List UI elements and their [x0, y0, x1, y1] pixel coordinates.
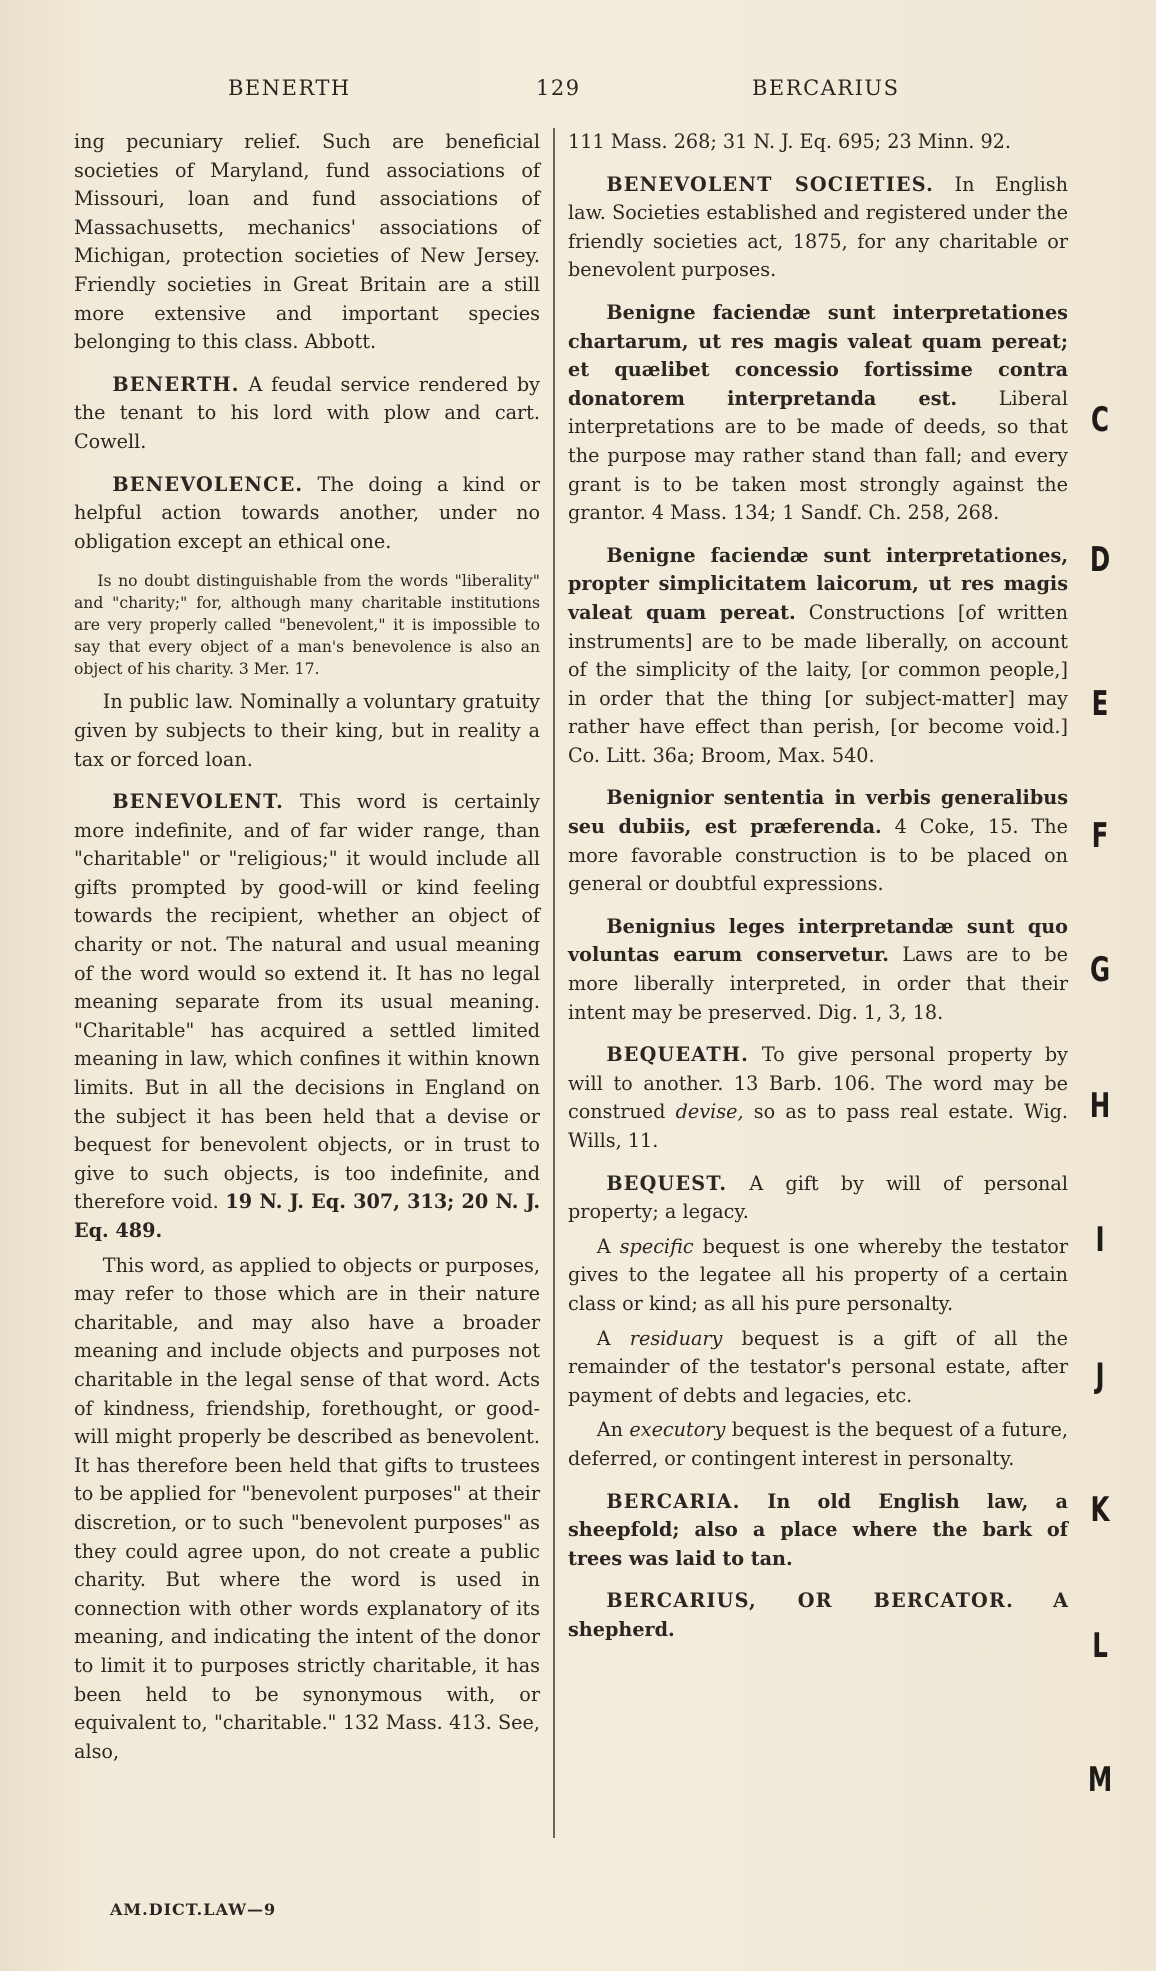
continued-citation: 111 Mass. 268; 31 N. J. Eq. 695; 23 Minn. 92. — [568, 130, 1011, 153]
definition: To give personal property by will to another. 13 Barb. 106. The word may be construed — [568, 1043, 1068, 1124]
definition: bequest is the bequest of a future, deferred, or contingent interest in personalty. — [568, 1418, 1068, 1470]
thumb-index-tab-h[interactable]: H — [1089, 1086, 1111, 1126]
signature-mark: AM.DICT.LAW—9 — [110, 1900, 277, 1919]
definition: In English law. Societies established and registered under the friendly societies act, 1875, for any charitable or benevolent purposes. — [568, 172, 1068, 282]
benevolent-paragraph-2 — [74, 1252, 540, 1767]
continued-paragraph: ing pecuniary relief. Such are beneficial societies of Maryland, fund associations of Missouri, loan and fund associations of Massachusetts, mechanics' associations of Michigan, protection societies of New Jersey. Friendly societies in Great Britain are a still more extensive and important species belonging to this class. Abbott. — [74, 130, 540, 354]
definition: In old English law, a sheepfold; also a place where the bark of trees was laid to tan. — [568, 1489, 1068, 1570]
citation: 132 Mass. 413. See, also, — [74, 1711, 540, 1763]
entry-benerth — [74, 371, 540, 457]
thumb-index-tab-k[interactable]: K — [1090, 1490, 1110, 1530]
latin-maxim: Benigne faciendæ sunt interpretationes, propter simplicitatem laicorum, ut res magis valeat quam pereat. — [568, 543, 1068, 624]
entry-benevolent-societies — [568, 171, 1068, 285]
definition: bequest is one whereby the testator gives to the legatee all his property of a certain class or kind; as all his pure personalty. — [568, 1234, 1068, 1315]
italic-term: specific — [619, 1234, 694, 1258]
translation: Constructions [of written instruments] are to be made liberally, on account of the simplicity of the laity, [or common people,] in order that the thing [or subject-matter] may rather have effect than perish, [or become void.] Co. Litt. 36a; Broom, Max. 540. — [568, 600, 1068, 767]
definition: The doing a kind or helpful action towards another, under no obligation except an ethical one. — [74, 472, 540, 553]
headword: BERCARIUS, OR BERCATOR. — [606, 1589, 1014, 1613]
paragraph-text: This word, as applied to objects or purposes, may refer to those which are in their nature charitable, and may also have a broader meaning and include objects and purposes not charitable in the legal sense of that word. Acts of kindness, friendship, forethought, or good-will might properly be described as benevolent. It has therefore been held that gifts to trustees to be applied for "benevolent purposes" at their discretion, or to such "benevolent purposes" as they could agree upon, do not create a public charity. But where the word is used in connection with other words explanatory of its meaning, and indicating the intent of the donor to limit it to purposes strictly charitable, it has been held to be synonymous with, or equivalent to, "charitable." — [74, 1253, 540, 1735]
maxim-benigne-2 — [568, 542, 1068, 771]
header-right-guide-word: BERCARIUS — [752, 76, 900, 100]
entry-benevolent — [74, 788, 540, 1246]
entry-bercarius — [568, 1587, 1068, 1644]
italic-term: devise, — [675, 1100, 744, 1124]
headword: BENERTH. — [112, 372, 240, 396]
bequest-specific — [568, 1233, 1068, 1319]
definition: A gift by will of personal property; a legacy. — [568, 1171, 1068, 1224]
header-left-guide-word: BENERTH — [228, 76, 351, 100]
thumb-index-tab-j[interactable]: J — [1095, 1356, 1105, 1396]
maxim-benigne-1 — [568, 299, 1068, 528]
headword: BERCARIA. — [606, 1489, 741, 1513]
definition: A shepherd. — [568, 1589, 1068, 1641]
thumb-index-tab-m[interactable]: M — [1087, 1760, 1113, 1800]
headword: BEQUEATH. — [606, 1043, 750, 1067]
bequest-executory — [568, 1416, 1068, 1473]
headword: BENEVOLENCE. — [112, 472, 304, 496]
translation: Liberal interpretations are to be made of deeds, so that the purpose may rather stand than fall; and every grant is to be taken most strongly against the grantor. 4 Mass. 134; 1 Sandf. Ch. 258, 268. — [568, 386, 1068, 525]
maxim-benignius — [568, 913, 1068, 1027]
entry-bercaria — [568, 1488, 1068, 1574]
headword: BENEVOLENT SOCIETIES. — [606, 172, 935, 196]
italic-term: residuary — [629, 1326, 723, 1350]
entry-bequeath — [568, 1041, 1068, 1155]
bequest-residuary — [568, 1325, 1068, 1411]
thumb-index-tab-c[interactable]: C — [1091, 400, 1109, 440]
running-head — [0, 76, 1156, 106]
entry-benevolence — [74, 471, 540, 557]
thumb-index-tab-f[interactable]: F — [1091, 816, 1109, 856]
article: A — [596, 1234, 611, 1258]
page-number: 129 — [536, 76, 581, 100]
italic-term: executory — [629, 1418, 726, 1442]
latin-maxim: Benignior sententia in verbis generalibus seu dubiis, est præferenda. — [568, 786, 1068, 839]
definition: so as to pass real estate. Wig. Wills, 11. — [568, 1100, 1068, 1152]
right-column — [568, 128, 1068, 1659]
thumb-index-tab-g[interactable]: G — [1089, 950, 1111, 990]
definition: This word is certainly more indefinite, and of far wider range, than "charitable" or "religious;" it would include all gifts prompted by good-will or kind feeling towards the recipient, whether an object of charity or not. The natural and usual meaning of the word would so extend it. It has no legal meaning separate from its usual meaning. "Charitable" has acquired a settled limited meaning in law, which confines it within known limits. But in all the decisions in England on the subject it has been held that a devise or bequest for benevolent objects, or in trust to give to such objects, is too indefinite, and therefore void. — [74, 790, 540, 1214]
entry-bequest — [568, 1170, 1068, 1227]
thumb-index-tab-e[interactable]: E — [1091, 684, 1109, 724]
column-divider — [553, 128, 555, 1838]
thumb-index-tab-i[interactable]: I — [1095, 1220, 1105, 1260]
maxim-benignior — [568, 784, 1068, 898]
translation: Laws are to be more liberally interpreted, in order that their intent may be preserved. Dig. 1, 3, 18. — [568, 943, 1068, 1024]
latin-maxim: Benigne faciendæ sunt interpretationes chartarum, ut res magis valeat quam pereat; et quælibet concessio fortissime contra donatorem interpretanda est. — [568, 300, 1068, 410]
citation: 19 N. J. Eq. 307, 313; 20 N. J. Eq. 489. — [74, 1190, 541, 1242]
benevolence-public-law: In public law. Nominally a voluntary gratuity given by subjects to their king, but in reality a tax or forced loan. — [74, 690, 540, 771]
left-column — [74, 128, 540, 1772]
thumb-index-tab-d[interactable]: D — [1089, 540, 1111, 580]
translation: 4 Coke, 15. The more favorable construction is to be placed on general or doubtful expressions. — [568, 815, 1068, 896]
definition: A feudal service rendered by the tenant to his lord with plow and cart. Cowell. — [74, 372, 540, 453]
article: An — [596, 1418, 624, 1442]
article: A — [596, 1326, 611, 1350]
thumb-index-tab-l[interactable]: L — [1092, 1626, 1108, 1666]
benevolence-note: Is no doubt distinguishable from the words "liberality" and "charity;" for, although many charitable institutions are very properly called "benevolent," it is impossible to say that every object of a man's benevolence is also an object of his charity. 3 Mer. 17. — [74, 572, 540, 679]
headword: BENEVOLENT. — [112, 790, 284, 814]
latin-maxim: Benignius leges interpretandæ sunt quo voluntas earum conservetur. — [568, 914, 1068, 967]
definition: bequest is a gift of all the remainder of the testator's personal estate, after payment of debts and legacies, etc. — [568, 1326, 1068, 1407]
headword: BEQUEST. — [606, 1171, 728, 1195]
